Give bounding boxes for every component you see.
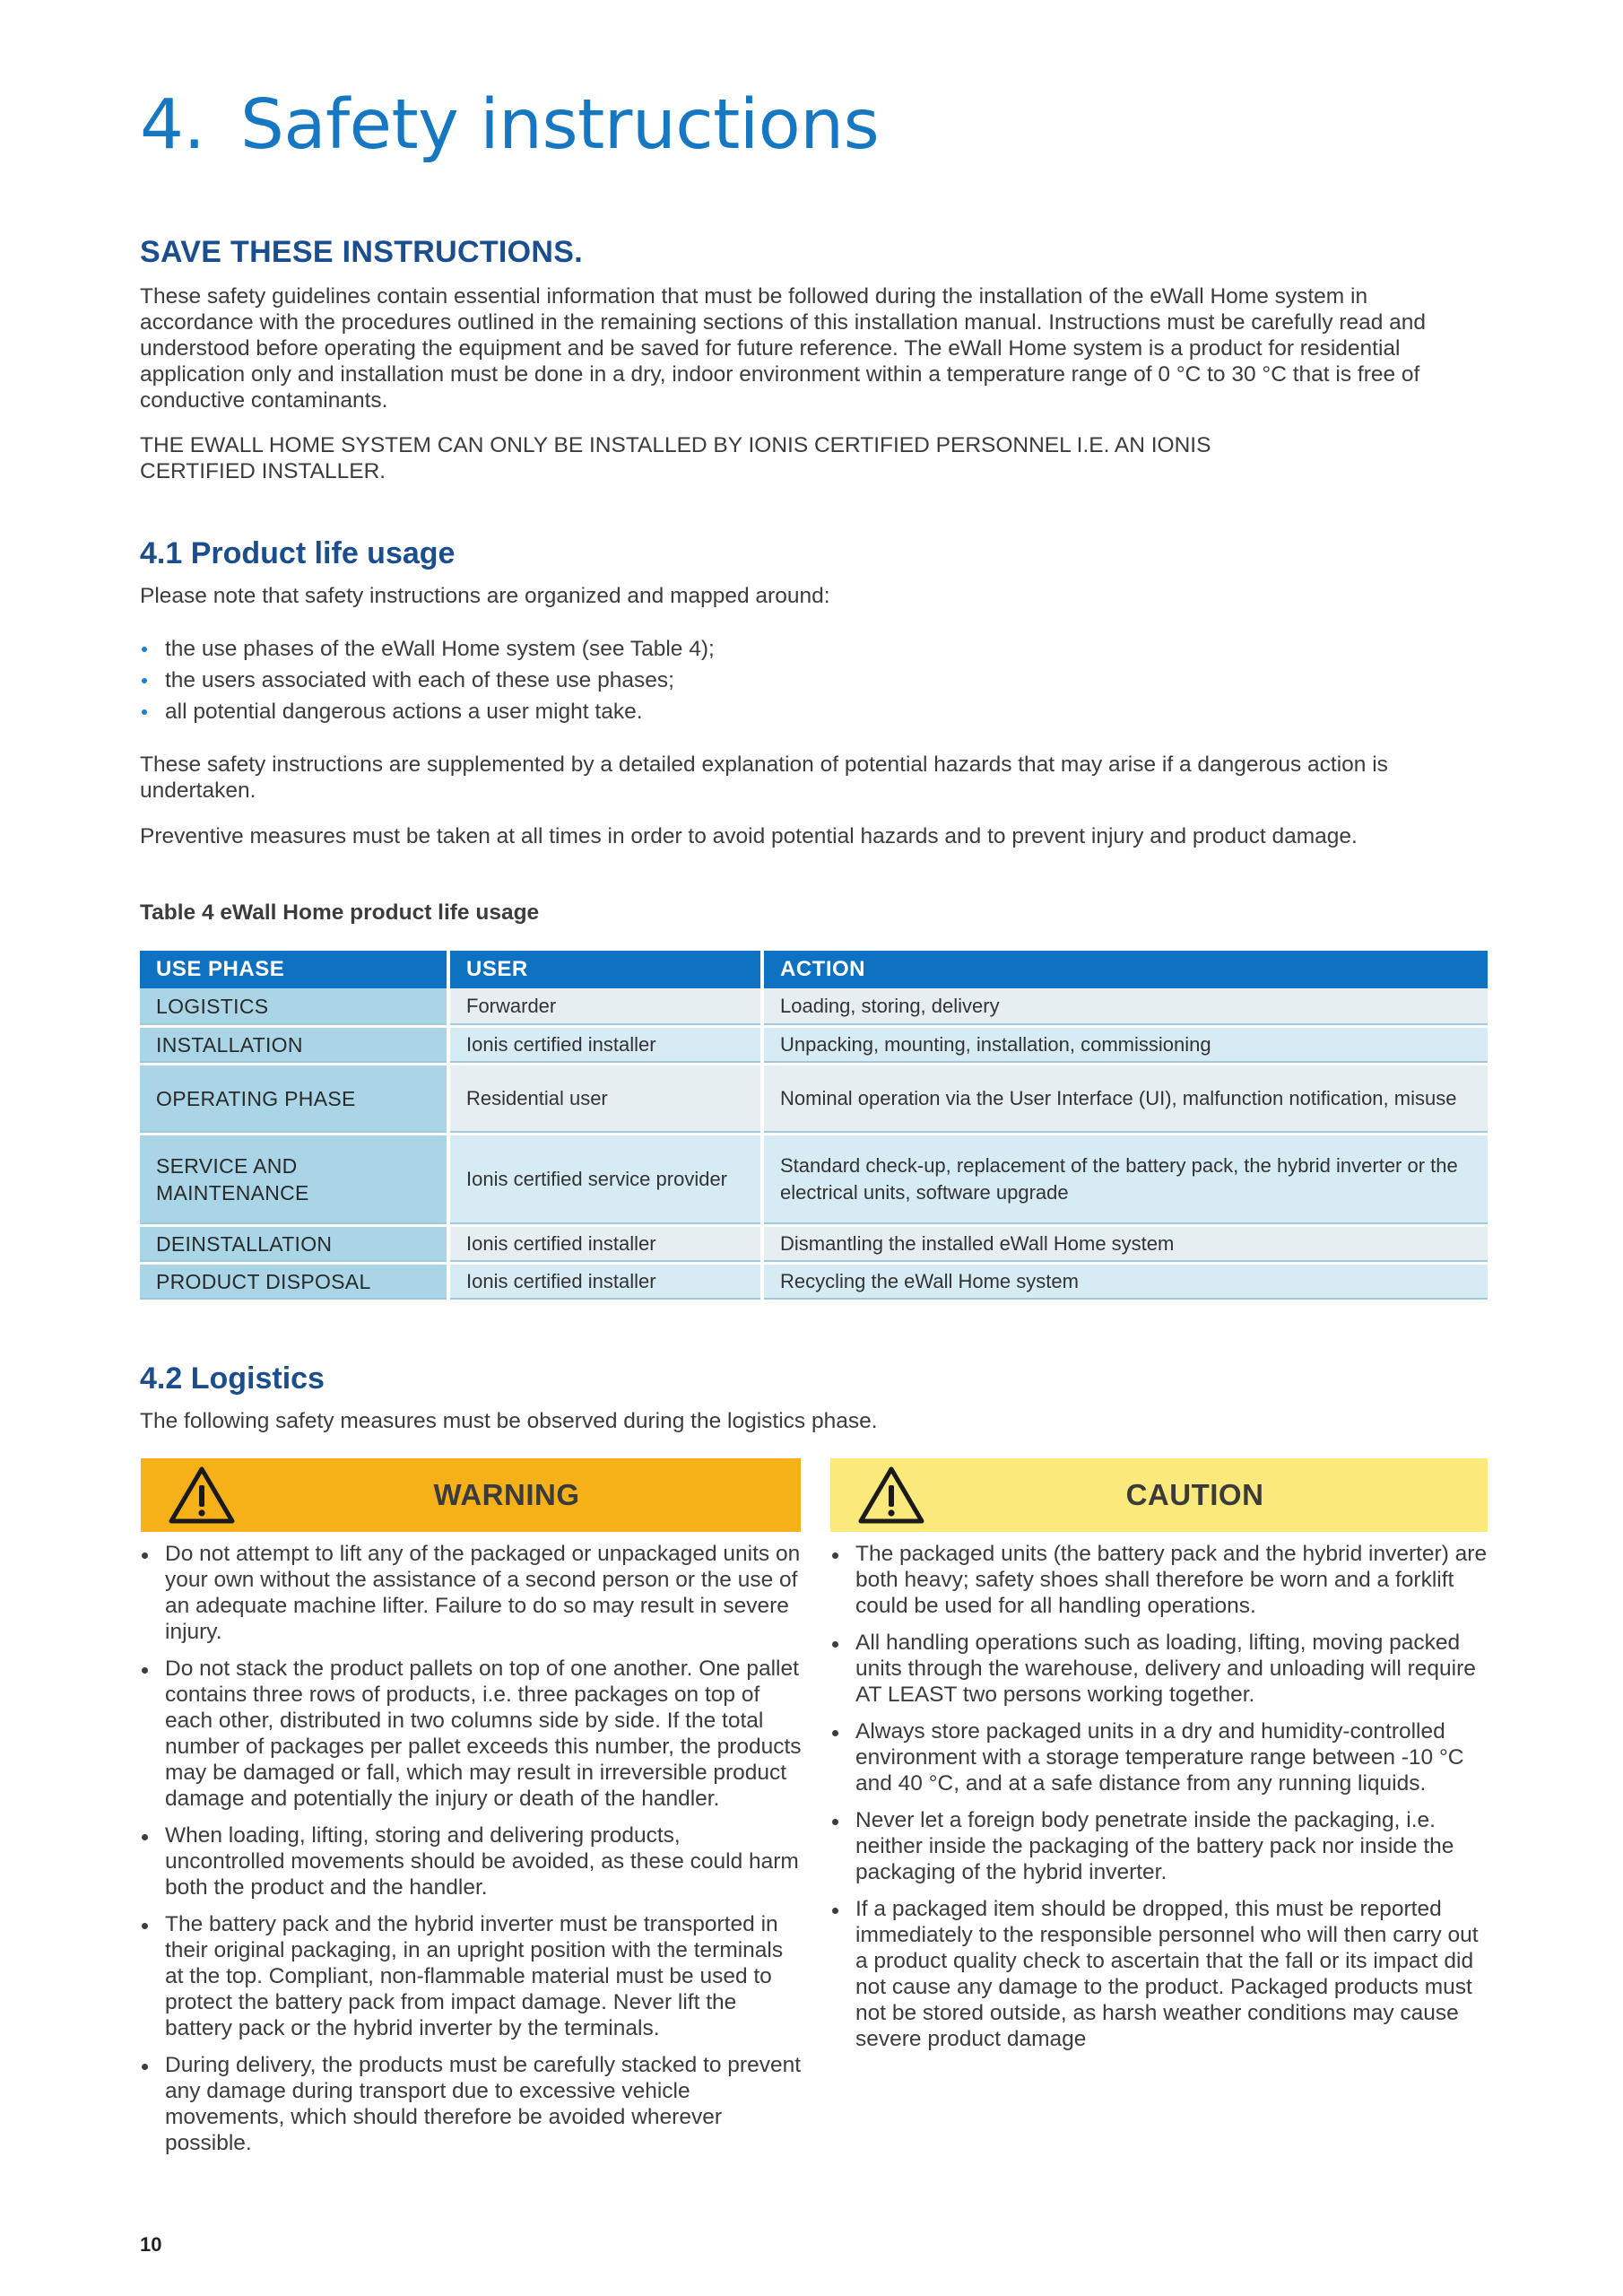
section-4-1-lead: Please note that safety instructions are organized and mapped around: [140,584,830,608]
table-row [140,988,1488,1026]
warning-list [140,1541,803,2167]
product-life-usage-table [140,951,1488,1302]
table-row [140,1064,1488,1134]
list-item: the use phases of the eWall Home system (see Table 4); [140,633,715,665]
list-item: All handling operations such as loading, lifting, moving packed units through the warehouse, delivery and unloading will require AT LEAST two persons working together. [830,1630,1489,1708]
section-4-2-lead: The following safety measures must be observed during the logistics phase. [140,1409,878,1433]
use-phase-bullets [140,633,715,727]
table-header-row [140,951,1488,988]
list-item: Do not attempt to lift any of the packaged or unpackaged units on your own without the assistance of a second person or the use of an adequate machine lifter. Failure to do so may result in severe injury. [140,1541,803,1645]
table-cell-use-phase: INSTALLATION [140,1026,448,1064]
table-cell-action: Standard check-up, replacement of the battery pack, the hybrid inverter or the electrical units, software upgrade [762,1134,1488,1225]
table-row [140,1225,1488,1263]
table-cell-action: Dismantling the installed eWall Home system [762,1225,1488,1263]
table-cell-user: Forwarder [448,988,762,1026]
table-cell-user: Ionis certified installer [448,1225,762,1263]
table-row [140,1026,1488,1064]
caution-label: CAUTION [1125,1478,1264,1511]
table-caption: Table 4 eWall Home product life usage [140,900,540,925]
table-cell-use-phase: SERVICE AND MAINTENANCE [140,1134,448,1225]
list-item: The battery pack and the hybrid inverter must be transported in their original packaging, in an upright position with the terminals at the top. Compliant, non-flammable material must be used to protect the battery pack from impact damage. Never lift the battery pack or the hybrid inverter by the terminals. [140,1911,803,2041]
table-cell-user: Ionis certified installer [448,1026,762,1064]
intro-paragraph: These safety guidelines contain essential information that must be followed during the installation of the eWall Home system in accordance with the procedures outlined in the remaining sections of this installation manual. Instructions must be carefully read and understood before operating the equipment and be saved for future reference. The eWall Home system is a product for residential application only and installation must be done in a dry, indoor environment within a temperature range of 0 °C to 30 °C that is free of conductive contaminants. [140,284,1427,413]
chapter-number: 4. [140,85,205,165]
list-item: If a packaged item should be dropped, this must be reported immediately to the responsible personnel who will then carry out a product quality check to ascertain that the fall or its impact did not cause any damage to the product. Packaged products must not be stored outside, as harsh weather conditions may cause severe product damage [830,1896,1489,2052]
list-item: all potential dangerous actions a user might take. [140,696,715,727]
table-cell-action: Unpacking, mounting, installation, commissioning [762,1026,1488,1064]
section-4-1-paragraph-1: These safety instructions are supplemented by a detailed explanation of potential hazards that may arise if a dangerous action is undertaken. [140,752,1388,803]
column-header-action: ACTION [762,951,1488,988]
save-instructions-heading: SAVE THESE INSTRUCTIONS. [140,235,583,269]
column-header-user: USER [448,951,762,988]
table-cell-action: Recycling the eWall Home system [762,1263,1488,1300]
list-item: During delivery, the products must be carefully stacked to prevent any damage during transport due to excessive vehicle movements, which should therefore be avoided wherever possible. [140,2052,803,2156]
warning-triangle-icon [168,1465,236,1525]
table-cell-user: Residential user [448,1064,762,1134]
chapter-title: Safety instructions [240,85,880,165]
list-item: Always store packaged units in a dry and humidity-controlled environment with a storage temperature range between -10 °C and 40 °C, and at a safe distance from any running liquids. [830,1718,1489,1796]
table-cell-action: Nominal operation via the User Interface (UI), malfunction notification, misuse [762,1064,1488,1134]
table-cell-use-phase: DEINSTALLATION [140,1225,448,1263]
page-title [140,85,879,165]
table-cell-user: Ionis certified service provider [448,1134,762,1225]
table-cell-user: Ionis certified installer [448,1263,762,1300]
list-item: Do not stack the product pallets on top of one another. One pallet contains three rows of products, i.e. three packages on top of each other, distributed in two columns side by side. If the total number of packages per pallet exceeds this number, the products may be damaged or fall, which may result in irreversible product damage and potentially the injury or death of the handler. [140,1656,803,1812]
table-cell-use-phase: OPERATING PHASE [140,1064,448,1134]
list-item: The packaged units (the battery pack and the hybrid inverter) are both heavy; safety shoes shall therefore be worn and a forklift could be used for all handling operations. [830,1541,1489,1619]
list-item: When loading, lifting, storing and delivering products, uncontrolled movements should be avoided, as these could harm both the product and the handler. [140,1822,803,1900]
column-header-use-phase: USE PHASE [140,951,448,988]
caution-list [830,1541,1489,2063]
table-row [140,1134,1488,1225]
list-item: the users associated with each of these use phases; [140,665,715,696]
section-4-1-paragraph-2: Preventive measures must be taken at all times in order to avoid potential hazards and to prevent injury and product damage. [140,824,1358,848]
warning-triangle-icon [857,1465,925,1525]
table-cell-action: Loading, storing, delivery [762,988,1488,1026]
certified-notice: THE EWALL HOME SYSTEM CAN ONLY BE INSTALLED BY IONIS CERTIFIED PERSONNEL I.E. AN IONIS CERTIFIED INSTALLER. [140,433,1211,483]
section-4-1-heading: 4.1 Product life usage [140,536,456,570]
table-cell-use-phase: LOGISTICS [140,988,448,1026]
warning-header [141,1458,801,1532]
caution-header [830,1458,1488,1532]
section-4-2-heading: 4.2 Logistics [140,1361,325,1396]
table-cell-use-phase: PRODUCT DISPOSAL [140,1263,448,1300]
page-number: 10 [140,2233,162,2256]
warning-label: WARNING [433,1478,580,1511]
list-item: Never let a foreign body penetrate inside the packaging, i.e. neither inside the packaging of the battery pack nor inside the packaging of the hybrid inverter. [830,1807,1489,1885]
table-row [140,1263,1488,1300]
